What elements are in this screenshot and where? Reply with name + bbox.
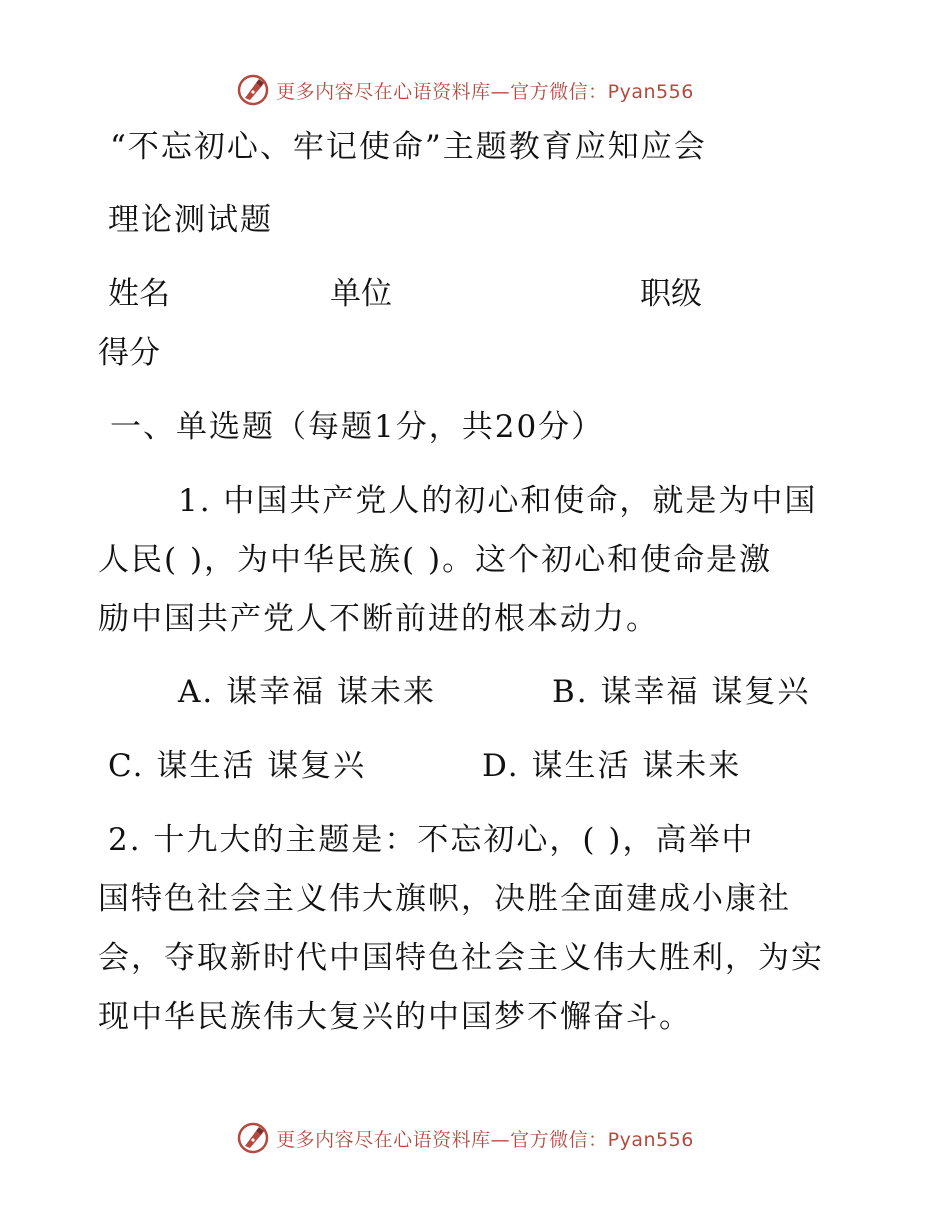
question-1-option-a: A. 谋幸福 谋未来 [178, 674, 436, 710]
pen-nib-logo-icon [236, 73, 270, 107]
question-2-line-1: 2. 十九大的主题是：不忘初心，( )，高举中 [108, 822, 755, 858]
document-title: “不忘初心、牢记使命”主题教育应知应会 [110, 129, 707, 165]
question-1-option-c: C. 谋生活 谋复兴 [108, 748, 367, 784]
question-2-line-3: 会，夺取新时代中国特色社会主义伟大胜利，为实 [98, 940, 824, 976]
pen-nib-logo-icon [236, 1121, 270, 1155]
question-1-line-1: 1. 中国共产党人的初心和使命，就是为中国 [178, 483, 818, 519]
watermark-banner-content [236, 1121, 694, 1155]
watermark-text: 更多内容尽在心语资料库—官方微信：Pyan556 [276, 1128, 694, 1151]
question-1-line-3: 励中国共产党人不断前进的根本动力。 [98, 601, 659, 637]
watermark-banner-content [236, 73, 694, 107]
watermark-text: 更多内容尽在心语资料库—官方微信：Pyan556 [276, 80, 694, 103]
question-1-option-d: D. 谋生活 谋未来 [482, 748, 742, 784]
section-heading: 一、单选题（每题1分，共20分） [110, 409, 605, 445]
field-name-label: 姓名 [108, 276, 170, 312]
question-1-line-2: 人民( )，为中华民族( )。这个初心和使命是激 [98, 542, 773, 578]
watermark-banner-top [0, 70, 950, 110]
field-score-label: 得分 [98, 335, 160, 371]
field-level-label: 职级 [640, 276, 702, 312]
question-2-line-2: 国特色社会主义伟大旗帜，决胜全面建成小康社 [98, 881, 791, 917]
question-1-option-b: B. 谋幸福 谋复兴 [552, 674, 811, 710]
field-unit-label: 单位 [330, 276, 392, 312]
watermark-banner-bottom [0, 1118, 950, 1158]
document-subtitle: 理论测试题 [108, 202, 273, 238]
question-2-line-4: 现中华民族伟大复兴的中国梦不懈奋斗。 [98, 999, 692, 1035]
